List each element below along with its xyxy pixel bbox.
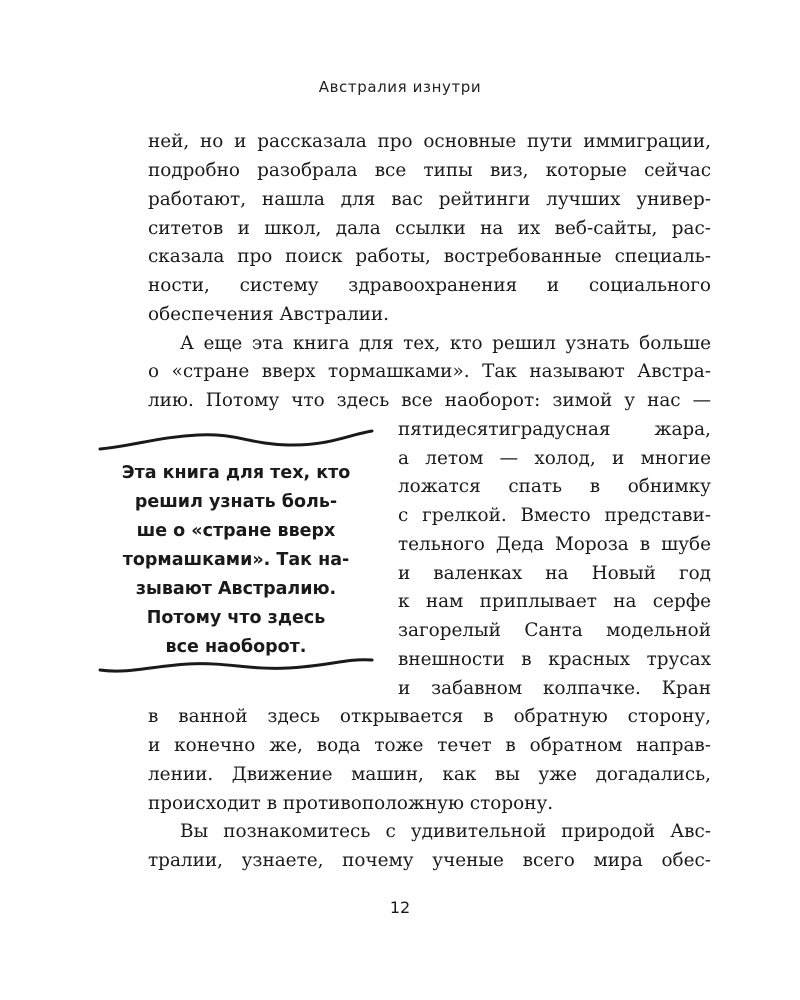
pull-quote — [98, 425, 374, 680]
body-line: внешности в красных трусах — [398, 649, 711, 670]
pull-quote-line: Потому что здесь — [146, 608, 326, 628]
body-line: о «стране вверх тормашками». Так называют Австра- — [148, 361, 711, 382]
body-line: и конечно же, вода тоже течет в обратном направ- — [148, 735, 711, 756]
body-line: к нам приплывает на серфе — [398, 591, 711, 612]
body-line: с грелкой. Вместо представи- — [398, 505, 711, 526]
body-line: и валенках на Новый год — [398, 563, 711, 584]
wavy-rule-top — [98, 425, 374, 455]
body-line: а летом — холод, и многие — [398, 448, 711, 469]
body-line: А еще эта книга для тех, кто решил узнать больше — [180, 333, 711, 354]
body-line: сказала про поиск работы, востребованные специаль- — [148, 246, 711, 267]
body-line: ности, систему здравоохранения и социального — [148, 275, 711, 296]
pull-quote-line: зывают Австралию. — [135, 579, 337, 599]
body-line: подробно разобрала все типы виз, которые сейчас — [148, 160, 711, 181]
body-line: лении. Движение машин, как вы уже догадались, — [148, 764, 711, 785]
body-line: тралии, узнаете, почему ученые всего мира обес- — [148, 850, 711, 871]
pull-quote-line: ше о «стране вверх — [136, 521, 336, 541]
pull-quote-line: Эта книга для тех, кто — [121, 463, 351, 483]
body-line: и забавном колпачке. Кран — [398, 678, 711, 699]
pull-quote-line: тормашками». Так на- — [122, 550, 350, 570]
body-line: тельного Деда Мороза в шубе — [398, 534, 711, 555]
page-number: 12 — [389, 898, 411, 917]
running-title: Австралия изнутри — [318, 78, 482, 96]
body-line: ситетов и школ, дала ссылки на их веб-сайты, рас- — [148, 218, 711, 239]
body-line: лию. Потому что здесь все наоборот: зимой у нас — — [148, 390, 711, 411]
body-line: происходит в противоположную сторону. — [148, 793, 554, 814]
body-line: ложатся спать в обнимку — [398, 476, 711, 497]
pull-quote-line: все наоборот. — [165, 637, 307, 657]
body-line: пятидесятиградусная жара, — [398, 419, 711, 440]
body-line: загорелый Санта модельной — [398, 620, 711, 641]
body-line: обеспечения Австралии. — [148, 304, 390, 325]
body-line: Вы познакомитесь с удивительной природой Авс- — [180, 821, 711, 842]
wavy-rule-bottom — [98, 650, 374, 680]
body-line: ней, но и рассказала про основные пути иммиграции, — [148, 131, 711, 152]
pull-quote-line: решил узнать боль- — [134, 492, 338, 512]
body-line: работают, нашла для вас рейтинги лучших универ- — [148, 189, 711, 210]
body-line: в ванной здесь открывается в обратную сторону, — [148, 706, 711, 727]
